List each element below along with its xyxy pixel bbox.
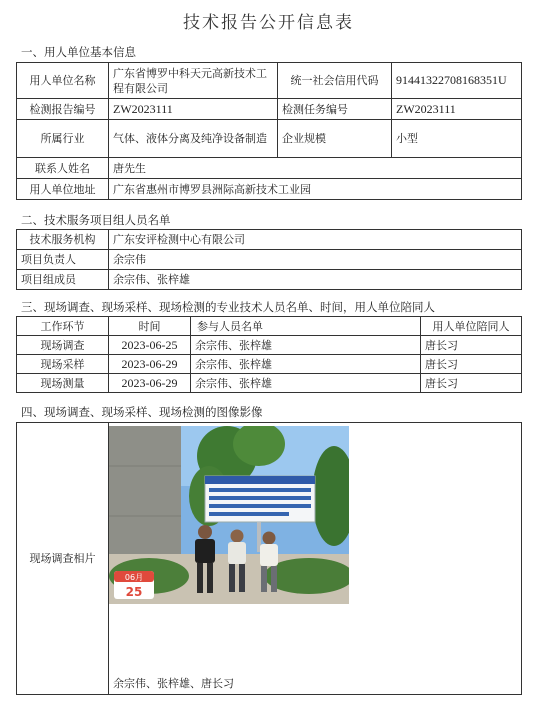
table-row <box>17 374 522 393</box>
stage-cell: 现场采样 <box>17 355 109 374</box>
date-cell: 2023-06-29 <box>109 355 191 374</box>
stage-cell: 现场调查 <box>17 336 109 355</box>
task-no-value: ZW2023111 <box>392 99 522 120</box>
team-table <box>16 229 522 290</box>
report-no-label: 检测报告编号 <box>17 99 109 120</box>
credit-code-value: 91441322708168351U <box>392 63 522 99</box>
page-title: 技术报告公开信息表 <box>183 13 354 33</box>
escort-cell: 唐长习 <box>421 336 522 355</box>
members-value: 余宗伟、张梓雄 <box>109 270 522 290</box>
leader-value: 余宗伟 <box>109 250 522 270</box>
task-no-label: 检测任务编号 <box>278 99 392 120</box>
org-label: 技术服务机构 <box>17 230 109 250</box>
people-cell: 余宗伟、张梓雄 <box>191 355 421 374</box>
site-photo-image <box>109 426 349 604</box>
people-cell: 余宗伟、张梓雄 <box>191 374 421 393</box>
schedule-table <box>16 316 522 393</box>
basic-info-table <box>16 62 522 200</box>
address-value: 广东省惠州市博罗县洲际高新技术工业园 <box>109 179 522 200</box>
photo-caption: 余宗伟、张梓雄、唐长习 <box>113 677 234 690</box>
scale-value: 小型 <box>392 120 522 158</box>
schedule-header-escort: 用人单位陪同人 <box>421 317 522 336</box>
table-row <box>17 355 522 374</box>
stage-cell: 现场测量 <box>17 374 109 393</box>
org-value: 广东安评检测中心有限公司 <box>109 230 522 250</box>
contact-label: 联系人姓名 <box>17 158 109 179</box>
report-no-value: ZW2023111 <box>109 99 278 120</box>
photo-cell <box>109 423 522 695</box>
schedule-header-time: 时间 <box>109 317 191 336</box>
section-team-heading: 二、技术服务项目组人员名单 <box>21 213 171 227</box>
contact-value: 唐先生 <box>109 158 522 179</box>
section-photo-heading: 四、现场调查、现场采样、现场检测的图像影像 <box>21 405 263 419</box>
unit-name-label: 用人单位名称 <box>17 63 109 99</box>
photo-label: 现场调查相片 <box>17 423 109 695</box>
date-cell: 2023-06-29 <box>109 374 191 393</box>
schedule-header-people: 参与人员名单 <box>191 317 421 336</box>
address-label: 用人单位地址 <box>17 179 109 200</box>
leader-label: 项目负责人 <box>17 250 109 270</box>
photo-date-month: 06月 <box>124 573 144 582</box>
photo-date-day: 25 <box>125 585 143 599</box>
site-photo <box>109 426 349 604</box>
table-row <box>17 336 522 355</box>
members-label: 项目组成员 <box>17 270 109 290</box>
credit-code-label: 统一社会信用代码 <box>278 63 392 99</box>
schedule-header-stage: 工作环节 <box>17 317 109 336</box>
escort-cell: 唐长习 <box>421 355 522 374</box>
escort-cell: 唐长习 <box>421 374 522 393</box>
photo-table <box>16 422 522 695</box>
people-cell: 余宗伟、张梓雄 <box>191 336 421 355</box>
industry-label: 所属行业 <box>17 120 109 158</box>
industry-value: 气体、液体分离及纯净设备制造 <box>109 120 278 158</box>
date-cell: 2023-06-25 <box>109 336 191 355</box>
scale-label: 企业规模 <box>278 120 392 158</box>
section-basic-info-heading: 一、用人单位基本信息 <box>21 45 136 59</box>
unit-name-value: 广东省博罗中科天元高新技术工程有限公司 <box>109 63 278 99</box>
section-schedule-heading: 三、现场调查、现场采样、现场检测的专业技术人员名单、时间，用人单位陪同人 <box>21 300 435 314</box>
